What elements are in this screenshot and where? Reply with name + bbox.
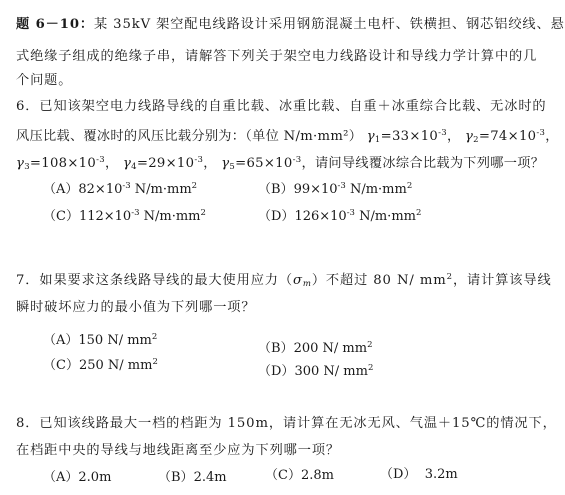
q6-option-b-value: 99×10	[293, 182, 338, 197]
q7-text-b: ）不超过 80 N/ mm	[311, 273, 447, 288]
q8-option-a-value: 2.0m	[78, 470, 112, 485]
gamma-3-sub: 3	[24, 162, 30, 172]
q6-option-c-exp: -3	[131, 208, 140, 218]
q7-option-a-exp: 2	[151, 332, 158, 342]
q6-option-c-unit-exp: 2	[200, 208, 206, 218]
q7-text-c: ，请计算该导线	[452, 273, 552, 288]
q7-option-c	[43, 354, 158, 374]
intro-line-1	[16, 17, 565, 33]
q7-option-a	[43, 329, 157, 349]
q7-text-a: 7．如果要求这条线路导线的最大使用应力（	[16, 273, 293, 288]
q8-option-a	[43, 470, 111, 486]
q8-option-d-label: （D）	[380, 467, 417, 482]
q6-option-a-exp: -3	[122, 181, 131, 191]
q7-option-d-value: 300 N/ mm	[294, 364, 368, 379]
q7-option-a-value: 150 N/ mm	[78, 333, 152, 348]
q6-option-b-unit-exp: 2	[406, 181, 413, 191]
q7-option-d-label: （D）	[258, 364, 295, 379]
gamma-5-sub: 5	[229, 162, 236, 172]
gamma-5-exp: -3	[292, 155, 302, 165]
q8-option-c-label: （C）	[265, 468, 301, 483]
gamma-1-value: =33×10	[380, 129, 439, 144]
intro-text-1: 某 35kV 架空配电线路设计采用钢筋混凝土电杆、铁横担、钢芯铝绞线、悬	[93, 17, 565, 32]
gamma-2-exp: -3	[536, 128, 546, 138]
q6-unit-close: ²）	[343, 129, 363, 144]
q6-line-1: 6．已知该架空电力线路导线的自重比载、冰重比载、自重＋冰重综合比载、无冰时的	[16, 99, 547, 114]
sigma-symbol: σ	[292, 273, 303, 288]
intro-line-2: 式绝缘子组成的绝缘子串，请解答下列关于架空电力线路设计和导线力学计算中的几	[16, 49, 538, 64]
intro-label: 题 6－10：	[16, 17, 94, 32]
q6-option-b-exp: -3	[337, 181, 346, 191]
gamma-4-exp: -3	[194, 155, 204, 165]
gamma-5-symbol: γ	[221, 156, 230, 171]
q6-option-d-value: 126×10	[294, 209, 347, 224]
q6-line-2-text: 风压比载、覆冰时的风压比载分别为：（单位 N/m·mm	[16, 129, 344, 144]
q6-line-2: 风压比载、覆冰时的风压比载分别为：（单位 N/m·mm²） $\gamma_1=33\times 10^{-3}$， $\gamma_2=74\times 10^{-3}$，	[16, 128, 559, 145]
gamma-5-value: =65×10	[235, 156, 293, 171]
q8-option-b	[158, 470, 227, 486]
gamma-3-symbol: γ	[16, 156, 25, 171]
q6-option-d-unit: N/m·mm	[354, 209, 416, 224]
q7-option-b	[258, 337, 372, 357]
q6-option-c	[43, 205, 206, 225]
gamma-3-exp: -3	[96, 155, 105, 165]
q8-option-c	[265, 468, 334, 484]
q8-option-d-value: 3.2m	[424, 467, 458, 482]
q7-option-c-value: 250 N/ mm	[78, 358, 153, 373]
gamma-4-symbol: γ	[122, 156, 132, 171]
q6-option-b-label: （B）	[258, 182, 294, 197]
q6-option-d	[258, 205, 421, 225]
q7-option-d-exp: 2	[367, 363, 374, 373]
q7-text-b-exp: 2	[446, 272, 453, 282]
q8-option-b-label: （B）	[158, 470, 194, 485]
sigma-sub: m	[302, 279, 312, 289]
q6-question-tail: ，请问导线覆冰综合比载为下列哪一项？	[301, 156, 545, 171]
q7-option-b-exp: 2	[367, 340, 373, 350]
q6-option-b-unit: N/m·mm	[345, 182, 407, 197]
q8-line-1: 8．已知该线路最大一档的档距为 150m，请计算在无冰无风、气温＋15℃的情况下，	[16, 416, 557, 431]
gamma-2-sub: 2	[473, 135, 479, 145]
q7-option-a-label: （A）	[43, 333, 79, 348]
q8-option-d	[380, 467, 458, 483]
gamma-2-symbol: γ	[464, 129, 474, 144]
q6-option-c-value: 112×10	[78, 209, 132, 224]
gamma-1-exp: -3	[438, 128, 447, 138]
q6-option-a-unit-exp: 2	[191, 181, 198, 191]
intro-line-3: 个问题。	[16, 73, 73, 88]
q6-option-b	[258, 178, 412, 198]
q7-option-c-exp: 2	[152, 357, 158, 367]
gamma-2-value: =74×10	[478, 129, 537, 144]
gamma-1-sub: 1	[374, 135, 381, 145]
q7-option-b-label: （B）	[258, 341, 294, 356]
q7-option-c-label: （C）	[43, 358, 79, 373]
q7-line-1	[16, 269, 552, 292]
gamma-3-value: =108×10	[29, 156, 97, 171]
gamma-4-value: =29×10	[136, 156, 195, 171]
q6-option-c-label: （C）	[43, 209, 79, 224]
q7-option-d	[258, 360, 373, 380]
q6-option-d-exp: -3	[346, 208, 355, 218]
q8-option-b-value: 2.4m	[193, 470, 227, 485]
q6-option-a-value: 82×10	[78, 182, 123, 197]
q8-option-a-label: （A）	[43, 470, 79, 485]
q6-option-c-unit: N/m·mm	[139, 209, 201, 224]
q6-option-d-unit-exp: 2	[415, 208, 422, 218]
gamma-1-symbol: γ	[366, 129, 375, 144]
q6-line-3: $\gamma_3=108\times 10^{-3}$， $\gamma_4=29\times 10^{-3}$， $\gamma_5=65\times 10^{-3}$，请问导线覆冰综合比载为下列哪一项？	[16, 155, 545, 172]
q6-option-a-label: （A）	[43, 182, 79, 197]
q8-line-2: 在档距中央的导线与地线距离至少应为下列哪一项？	[16, 443, 341, 458]
q6-option-a-unit: N/m·mm	[130, 182, 192, 197]
q7-line-2: 瞬时破坏应力的最小值为下列哪一项？	[16, 300, 256, 315]
gamma-4-sub: 4	[131, 162, 137, 172]
q6-option-a	[43, 178, 197, 198]
q6-option-d-label: （D）	[258, 209, 295, 224]
q8-option-c-value: 2.8m	[300, 468, 334, 483]
q7-option-b-value: 200 N/ mm	[293, 341, 368, 356]
